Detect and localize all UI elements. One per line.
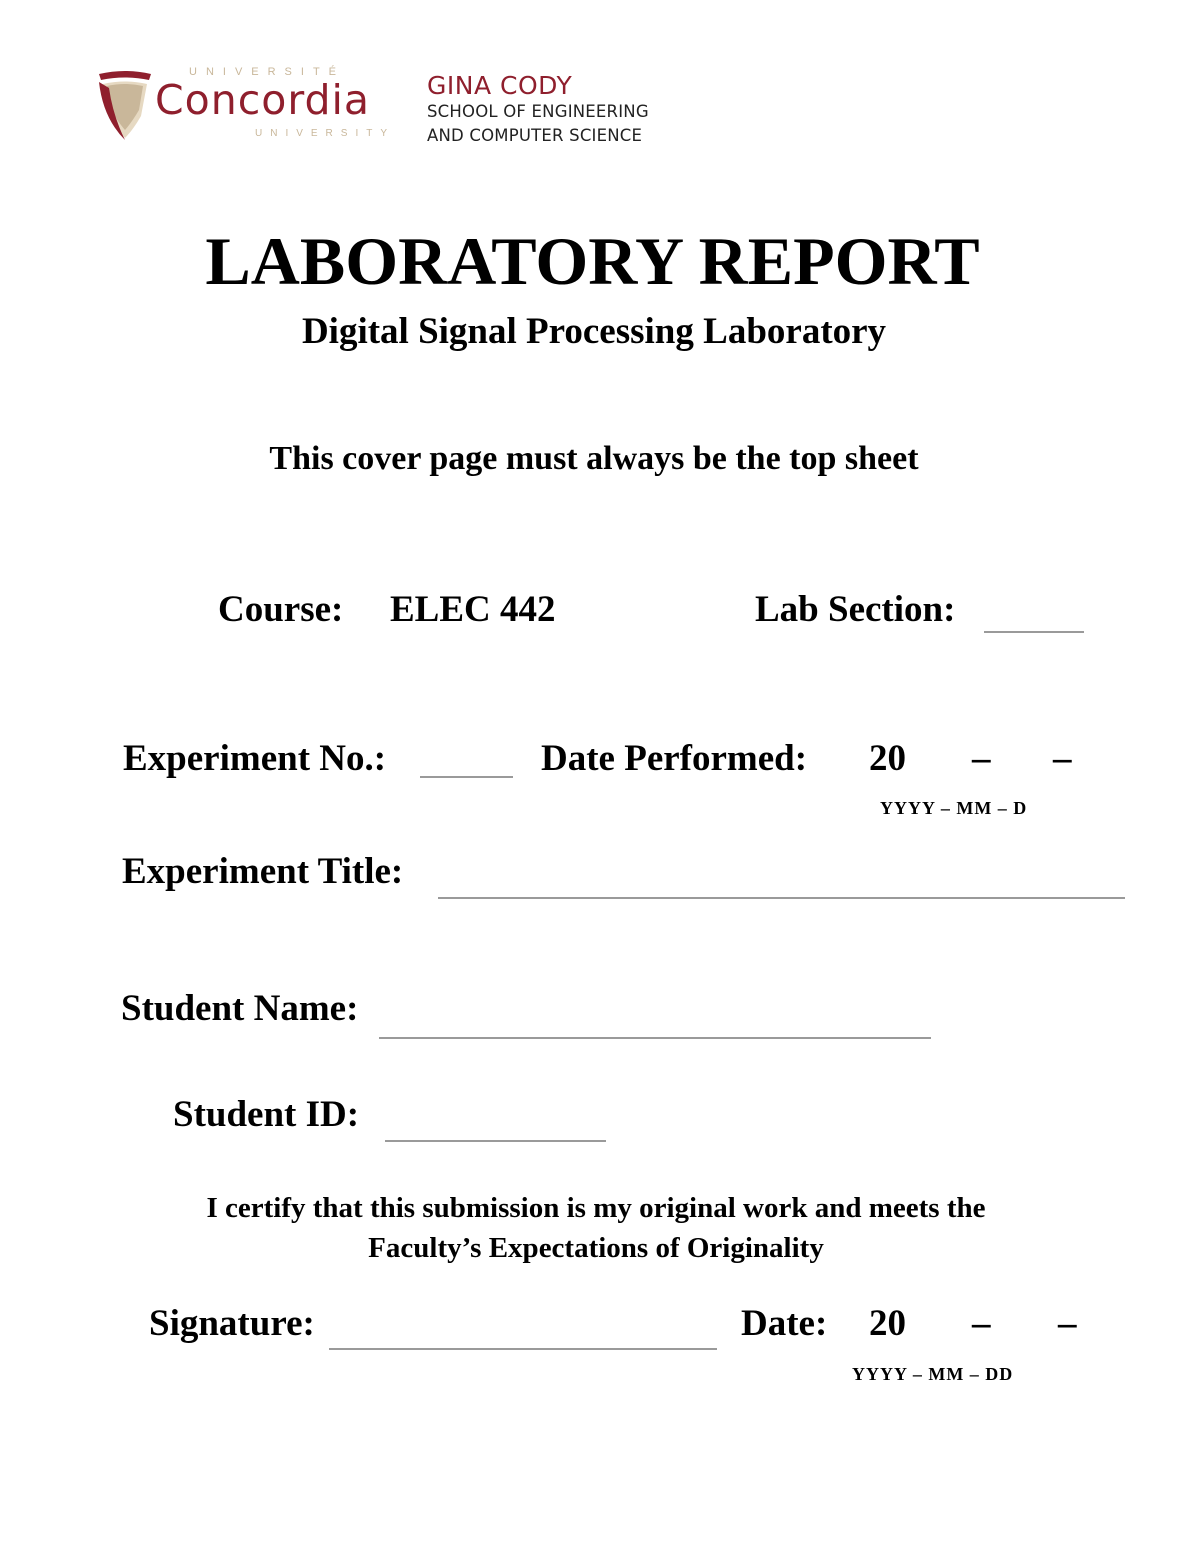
school-name-block — [427, 72, 649, 148]
signature-date-format: YYYY – MM – DD — [852, 1364, 1014, 1384]
logo-wordmark: Concordia — [155, 76, 371, 124]
concordia-logo — [97, 66, 397, 150]
signature-label: Signature: — [149, 1303, 315, 1344]
experiment-number-field[interactable] — [420, 776, 513, 778]
logo-top-text: UNIVERSITÉ — [189, 66, 346, 78]
student-name-label: Student Name: — [121, 988, 359, 1029]
cover-notice: This cover page must always be the top sheet — [269, 440, 919, 477]
experiment-title-field[interactable] — [438, 897, 1125, 899]
experiment-title-label: Experiment Title: — [122, 851, 404, 892]
signature-field[interactable] — [329, 1348, 717, 1350]
course-label: Course: — [218, 589, 344, 630]
lab-section-label: Lab Section: — [755, 589, 956, 630]
signature-date-year-prefix[interactable]: 20 — [869, 1303, 906, 1344]
certification-statement — [0, 1188, 1192, 1268]
page-subtitle: Digital Signal Processing Laboratory — [301, 311, 887, 352]
date-performed-dash-1: – — [972, 738, 991, 779]
student-id-field[interactable] — [385, 1140, 606, 1142]
signature-date-label: Date: — [741, 1303, 828, 1344]
lab-section-field[interactable] — [984, 631, 1084, 633]
date-performed-year-prefix[interactable]: 20 — [869, 738, 906, 779]
certification-line-1: I certify that this submission is my original work and meets the — [206, 1192, 986, 1224]
student-name-field[interactable] — [379, 1037, 931, 1039]
concordia-shield-icon — [97, 70, 153, 142]
signature-date-dash-2: – — [1058, 1303, 1077, 1344]
certification-line-2: Faculty’s Expectations of Originality — [368, 1232, 824, 1264]
logo-bottom-text: UNIVERSITY — [255, 128, 396, 139]
page-title: LABORATORY REPORT — [205, 223, 980, 299]
student-id-label: Student ID: — [173, 1094, 360, 1135]
date-performed-label: Date Performed: — [541, 738, 808, 779]
school-name: GINA CODY — [427, 71, 573, 100]
date-performed-format: YYYY – MM – D — [880, 798, 1028, 818]
signature-date-dash-1: – — [972, 1303, 991, 1344]
course-value: ELEC 442 — [390, 589, 556, 630]
school-line-1: SCHOOL OF ENGINEERING — [427, 102, 649, 121]
date-performed-dash-2: – — [1053, 738, 1072, 779]
school-line-2: AND COMPUTER SCIENCE — [427, 126, 643, 145]
experiment-number-label: Experiment No.: — [123, 738, 387, 779]
